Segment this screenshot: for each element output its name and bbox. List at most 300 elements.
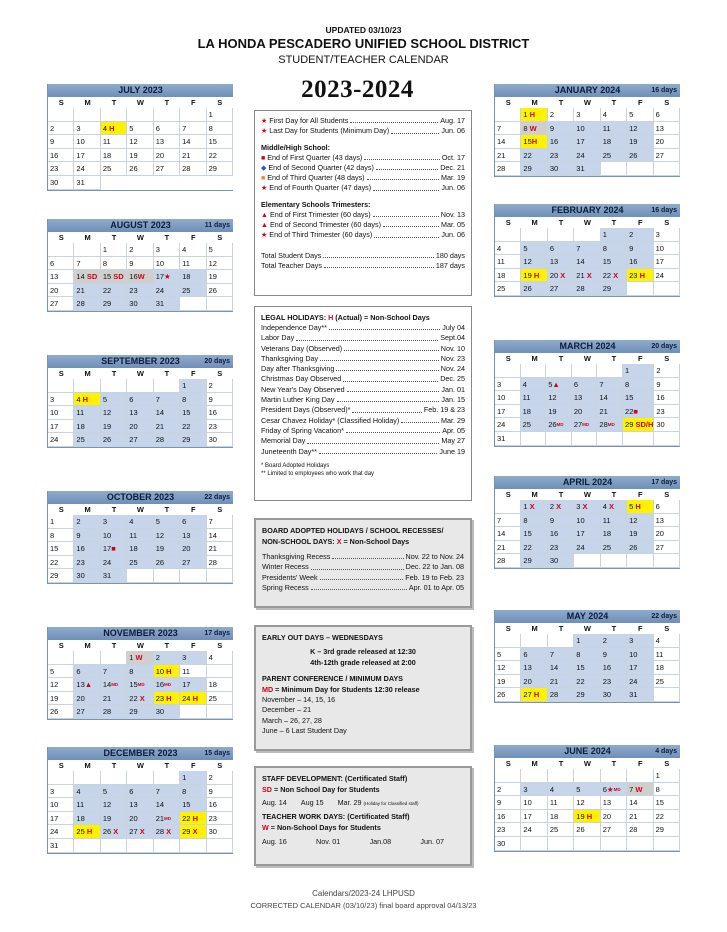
day-cell (654, 837, 680, 851)
day-cell: 1 (48, 515, 74, 529)
day-cell (48, 651, 74, 665)
w-text: = Non-School Days for Students (268, 823, 381, 833)
day-cell (74, 771, 100, 785)
weekday-label: T (558, 218, 564, 227)
day-cell: 19 (127, 149, 153, 163)
day-cell (627, 282, 653, 296)
weekday-label: S (58, 505, 64, 514)
weekday-label: W (136, 641, 145, 650)
day-grid (495, 500, 680, 568)
day-cell (48, 771, 74, 785)
day-cell (654, 432, 680, 446)
weekday-label: T (611, 98, 617, 107)
day-cell: 2 (548, 108, 574, 122)
day-cell: 12 (154, 529, 180, 543)
day-cell: 31 (74, 176, 100, 190)
day-cell: 17 (48, 812, 74, 826)
weekday-label: T (164, 641, 170, 650)
day-cell: 24 (574, 541, 600, 555)
day-cell: 8 (180, 785, 206, 799)
day-cell: 8 (623, 378, 654, 392)
day-cell: 20 (521, 675, 547, 689)
day-cell: 5 (207, 243, 233, 257)
day-cell: 4 H (101, 122, 127, 136)
day-cell (521, 769, 547, 783)
day-cell: 28 (180, 162, 206, 176)
month-title: AUGUST 2023 11 days (48, 219, 233, 232)
day-cell: 31 (627, 688, 653, 702)
day-cell: 26 (574, 823, 600, 837)
day-cell: 4 (207, 651, 233, 665)
weekday-label: T (611, 218, 617, 227)
list-row: Labor Day Sept.04 (261, 333, 465, 343)
parent-conference-title: PARENT CONFERENCE / MINIMUM DAYS (262, 674, 403, 683)
day-cell: 3 (48, 393, 74, 407)
weekday-header (495, 758, 680, 769)
day-cell: 9 (74, 529, 100, 543)
weekday-label: F (638, 624, 643, 633)
day-cell: 17 (74, 149, 100, 163)
day-cell: 5 (154, 515, 180, 529)
day-cell: 4 H (74, 393, 100, 407)
weekday-label: M (531, 98, 538, 107)
board-title-x: X (336, 537, 342, 546)
day-cell: 10 (154, 257, 180, 271)
day-cell (572, 364, 598, 378)
day-cell: 9 (548, 122, 574, 136)
day-cell: 16W (127, 270, 153, 284)
day-cell: 19 (48, 692, 74, 706)
day-cell: 1 X (521, 500, 547, 514)
weekday-label: S (505, 624, 511, 633)
day-cell: 21 (154, 420, 180, 434)
day-cell: 30 (654, 418, 680, 432)
day-cell: 17 (574, 527, 600, 541)
day-cell (154, 108, 180, 122)
weekday-label: S (664, 759, 670, 768)
day-cell: 19 H (521, 269, 547, 283)
day-cell: 17 (48, 420, 74, 434)
weekday-label: T (111, 761, 117, 770)
school-year-title: 2023-2024 (301, 76, 414, 103)
weekday-header (48, 640, 233, 651)
day-cell (654, 162, 680, 176)
day-cell (74, 651, 100, 665)
weekday-label: W (583, 218, 592, 227)
day-cell: 3 X (574, 500, 600, 514)
day-cell: 2 (154, 651, 180, 665)
month-october-2023 (47, 491, 233, 584)
day-cell: 2 (74, 515, 100, 529)
day-cell: 10 (74, 135, 100, 149)
instructional-days-count: 17 days (651, 479, 677, 486)
day-cell: 19 (627, 135, 653, 149)
day-cell: 5 (495, 648, 521, 662)
weekday-header (48, 97, 233, 108)
list-row: ★ Last Day for Students (Minimum Day) Jun. 06 (261, 126, 465, 136)
list-row: Martin Luther King Day Jan. 15 (261, 395, 465, 405)
day-cell: 21 (207, 542, 233, 556)
day-cell: 5 (627, 108, 653, 122)
day-cell: 6 (48, 257, 74, 271)
weekday-label: M (84, 233, 91, 242)
day-grid (48, 243, 233, 311)
day-cell: 13 (521, 661, 547, 675)
day-cell: 12 (546, 391, 572, 405)
day-cell: 24 (154, 284, 180, 298)
day-cell: 9 (601, 648, 627, 662)
weekday-label: T (111, 369, 117, 378)
weekday-label: T (164, 233, 170, 242)
day-cell: 22 (654, 810, 680, 824)
day-cell (548, 837, 574, 851)
weekday-label: S (505, 98, 511, 107)
day-cell: 30 (548, 554, 574, 568)
day-cell: 2 (48, 122, 74, 136)
day-cell: 27 (154, 162, 180, 176)
day-cell: 1 (180, 379, 206, 393)
day-cell: 6 (572, 378, 598, 392)
day-cell: 28 (74, 297, 100, 311)
weekday-label: M (84, 505, 91, 514)
day-cell: 22 H (180, 812, 206, 826)
weekday-label: W (583, 354, 592, 363)
day-cell: 13 (127, 406, 153, 420)
day-cell (180, 297, 206, 311)
day-cell: 29 (654, 823, 680, 837)
instructional-days-count: 22 days (651, 613, 677, 620)
list-row: ★ End of Fourth Quarter (47 days) Jun. 06 (261, 183, 465, 193)
day-cell: $16^{MD}$ (154, 678, 180, 692)
day-cell: 27 (548, 282, 574, 296)
weekday-label: S (664, 624, 670, 633)
day-cell: 24 (627, 675, 653, 689)
day-cell: 3 (521, 783, 547, 797)
day-cell: 5▲ (546, 378, 572, 392)
weekday-label: T (611, 624, 617, 633)
weekday-label: F (191, 98, 196, 107)
day-cell (127, 108, 153, 122)
day-cell (207, 665, 233, 679)
day-cell (546, 432, 572, 446)
day-cell: 27 (180, 556, 206, 570)
day-cell: 27 (74, 705, 100, 719)
weekday-label: T (111, 641, 117, 650)
day-cell: 15 (623, 391, 654, 405)
day-cell: 10 (627, 648, 653, 662)
day-cell: 29 SD/H (623, 418, 654, 432)
weekday-label: F (191, 505, 196, 514)
day-cell (495, 500, 521, 514)
month-title: MARCH 2024 20 days (495, 340, 680, 353)
list-row: Thanksgiving Day Nov. 23 (261, 353, 465, 363)
day-cell: 17 (627, 661, 653, 675)
day-cell: 14 (627, 796, 653, 810)
day-cell: 1 H (521, 108, 547, 122)
day-cell: 9 (548, 514, 574, 528)
month-title: APRIL 2024 17 days (495, 476, 680, 489)
day-cell: 26 X (101, 825, 127, 839)
day-cell: $28^{MD}$ (597, 418, 623, 432)
day-cell: 3 (74, 122, 100, 136)
day-cell (127, 771, 153, 785)
day-cell (495, 769, 521, 783)
day-cell: 22 X (601, 269, 627, 283)
day-cell (548, 228, 574, 242)
weekday-label: W (583, 759, 592, 768)
day-cell: 20 (127, 812, 153, 826)
day-cell (597, 432, 623, 446)
day-cell: 25 (654, 675, 680, 689)
trimester-list (261, 210, 465, 241)
day-cell: 11 (127, 529, 153, 543)
day-cell: 29 X (180, 825, 206, 839)
list-row: Total Teacher Days 187 days (261, 260, 465, 270)
day-cell: 22 (101, 284, 127, 298)
day-cell: 11 (521, 391, 547, 405)
month-title: JULY 2023 (48, 84, 233, 97)
day-cell (654, 282, 680, 296)
legal-title-b: (Actual) = Non-School Days (333, 313, 430, 322)
day-cell: 6 (548, 242, 574, 256)
day-cell: 17 (521, 810, 547, 824)
day-grid (495, 769, 680, 851)
day-cell: 7 W (627, 783, 653, 797)
weekday-label: F (638, 490, 643, 499)
day-cell: 29 (574, 688, 600, 702)
day-cell: 29 (48, 569, 74, 583)
day-cell: 15 (654, 796, 680, 810)
day-cell (521, 364, 547, 378)
weekday-label: M (84, 369, 91, 378)
day-cell: 11 (101, 135, 127, 149)
day-cell (601, 162, 627, 176)
day-cell: 12 (521, 255, 547, 269)
day-cell: 16 (548, 135, 574, 149)
weekday-label: T (611, 759, 617, 768)
day-cell: 19 (207, 270, 233, 284)
day-cell: 1 W (127, 651, 153, 665)
weekday-header (495, 353, 680, 364)
day-cell: 5 H (627, 500, 653, 514)
instructional-days-count: 16 days (651, 87, 677, 94)
day-cell: 8 W (521, 122, 547, 136)
day-cell: 20 (572, 405, 598, 419)
day-cell: 7 (207, 515, 233, 529)
board-title2b: = Non-School Days (341, 537, 410, 546)
day-cell: 3 (48, 785, 74, 799)
day-cell: 4 (548, 783, 574, 797)
weekday-label: S (58, 233, 64, 242)
day-grid (495, 364, 680, 446)
day-cell: 17★ (154, 270, 180, 284)
list-row: Christmas Day Observed Dec. 25 (261, 374, 465, 384)
day-cell: 20 (48, 284, 74, 298)
day-cell: 9 (627, 242, 653, 256)
day-cell (207, 705, 233, 719)
weekday-label: W (583, 624, 592, 633)
day-cell: 25 (601, 541, 627, 555)
month-july-2023 (47, 84, 233, 191)
day-cell (127, 379, 153, 393)
day-cell: 21 (495, 149, 521, 163)
day-cell: 8 (574, 648, 600, 662)
weekday-label: S (58, 761, 64, 770)
day-cell: 21 (74, 284, 100, 298)
board-title: BOARD ADOPTED HOLIDAYS / SCHOOL RECESSES/ (262, 526, 444, 535)
day-cell: 18 (74, 420, 100, 434)
footer-correction: CORRECTED CALENDAR (03/10/23) final board approval 04/13/23 (250, 901, 477, 910)
day-cell: 7 (597, 378, 623, 392)
day-cell: 27 (654, 541, 680, 555)
day-cell: 3 (627, 634, 653, 648)
weekday-label: M (84, 641, 91, 650)
weekday-label: T (164, 761, 170, 770)
list-row: Spring Recess Apr. 01 to Apr. 05 (262, 582, 464, 592)
day-cell: 30 (127, 297, 153, 311)
list-row: Day after Thanksgiving Nov. 24 (261, 364, 465, 374)
instructional-days-count: 22 days (204, 494, 230, 501)
day-cell: 24 (48, 433, 74, 447)
weekday-label: S (505, 490, 511, 499)
day-cell: 16 (207, 406, 233, 420)
day-cell: 1 (654, 769, 680, 783)
day-cell: 13▲ (74, 678, 100, 692)
day-cell (127, 839, 153, 853)
recess-list (262, 552, 464, 593)
day-cell: 5 (101, 785, 127, 799)
day-cell: 27 (601, 823, 627, 837)
day-cell: 5 (521, 242, 547, 256)
day-cell: 28 (495, 554, 521, 568)
day-cell: 7 (495, 514, 521, 528)
day-cell: 19 (154, 542, 180, 556)
day-cell (180, 839, 206, 853)
day-cell: 29 (601, 282, 627, 296)
day-cell (627, 162, 653, 176)
day-cell (574, 554, 600, 568)
day-cell (548, 769, 574, 783)
month-december-2023 (47, 747, 233, 854)
weekday-label: T (111, 98, 117, 107)
day-cell: 25 (495, 282, 521, 296)
day-cell: 14 (495, 527, 521, 541)
day-cell: 5 (101, 393, 127, 407)
day-cell: 15 (521, 527, 547, 541)
list-row: Cesar Chavez Holiday* (Classified Holiday) Mar. 29 (261, 415, 465, 425)
day-cell: 1 (623, 364, 654, 378)
day-cell: 7 (548, 648, 574, 662)
min-day-lines (262, 695, 464, 736)
day-cell: 11 (74, 798, 100, 812)
month-april-2024 (494, 476, 680, 569)
middle-high-heading: Middle/High School: (261, 142, 331, 152)
day-cell: 19 (546, 405, 572, 419)
day-cell: 9 (654, 378, 680, 392)
day-cell: 12 (207, 257, 233, 271)
day-cell: 29 (101, 297, 127, 311)
day-cell (627, 554, 653, 568)
day-cell (180, 705, 206, 719)
day-cell: 16 (627, 255, 653, 269)
day-cell: 6★$^{MD}$ (601, 783, 627, 797)
weekday-label: W (136, 369, 145, 378)
day-cell (74, 108, 100, 122)
weekday-label: F (191, 233, 196, 242)
day-cell: 27 (48, 297, 74, 311)
day-cell: 26 (207, 284, 233, 298)
day-cell: 27 (127, 433, 153, 447)
sd-date-1: Aug. 14 (262, 798, 287, 807)
day-cell (127, 569, 153, 583)
updated-date: UPDATED 03/10/23 (325, 25, 402, 35)
day-cell: 10 (574, 122, 600, 136)
day-cell (74, 243, 100, 257)
weekday-label: S (217, 233, 223, 242)
day-cell: 18 (548, 810, 574, 824)
day-cell: 19 H (574, 810, 600, 824)
day-cell: 14 (495, 135, 521, 149)
md-text: = Minimum Day for Students 12:30 release (273, 685, 420, 694)
day-cell (154, 771, 180, 785)
day-cell: 2 (495, 783, 521, 797)
day-cell: 11 (74, 406, 100, 420)
day-cell: 5 (48, 665, 74, 679)
day-cell: 25 (601, 149, 627, 163)
weekday-label: T (611, 490, 617, 499)
weekday-label: M (531, 490, 538, 499)
min-day-line: March – 26, 27, 28 (262, 715, 322, 725)
day-cell: 26 (627, 541, 653, 555)
md-label: MD (262, 685, 274, 694)
weekday-label: T (164, 369, 170, 378)
day-cell: 23 (207, 812, 233, 826)
day-cell: 24 (654, 269, 680, 283)
day-cell: $27^{MD}$ (572, 418, 598, 432)
day-cell: 15 (180, 406, 206, 420)
weekday-label: S (58, 98, 64, 107)
day-cell: 10 (48, 798, 74, 812)
day-cell: 20 (127, 420, 153, 434)
day-cell: 1 (180, 771, 206, 785)
weekday-label: S (664, 490, 670, 499)
instructional-days-count: 15 days (204, 750, 230, 757)
day-cell: 28 X (154, 825, 180, 839)
month-september-2023 (47, 355, 233, 448)
day-cell: 29 (127, 705, 153, 719)
day-cell: 21 (548, 675, 574, 689)
month-title: DECEMBER 2023 15 days (48, 747, 233, 760)
day-cell: 23 (207, 420, 233, 434)
day-cell: 18 (127, 542, 153, 556)
day-cell: 4 X (601, 500, 627, 514)
day-cell: 20 (154, 149, 180, 163)
day-cell: 17 (495, 405, 521, 419)
weekday-label: T (558, 490, 564, 499)
day-cell: 15 (601, 255, 627, 269)
day-cell: $26^{MD}$ (546, 418, 572, 432)
day-cell: 7 (101, 665, 127, 679)
instructional-days-count: 11 days (204, 222, 230, 229)
list-row: President Days (Observed)* Feb. 19 & 23 (261, 405, 465, 415)
staff-dev-title: STAFF DEVELOPMENT: (Certificated Staff) (262, 774, 408, 783)
day-cell: 1 (101, 243, 127, 257)
weekday-label: S (505, 218, 511, 227)
day-cell: $14^{MD}$ (101, 678, 127, 692)
day-cell: 10 (48, 406, 74, 420)
day-cell: 14 (574, 255, 600, 269)
day-cell: 12 (101, 798, 127, 812)
